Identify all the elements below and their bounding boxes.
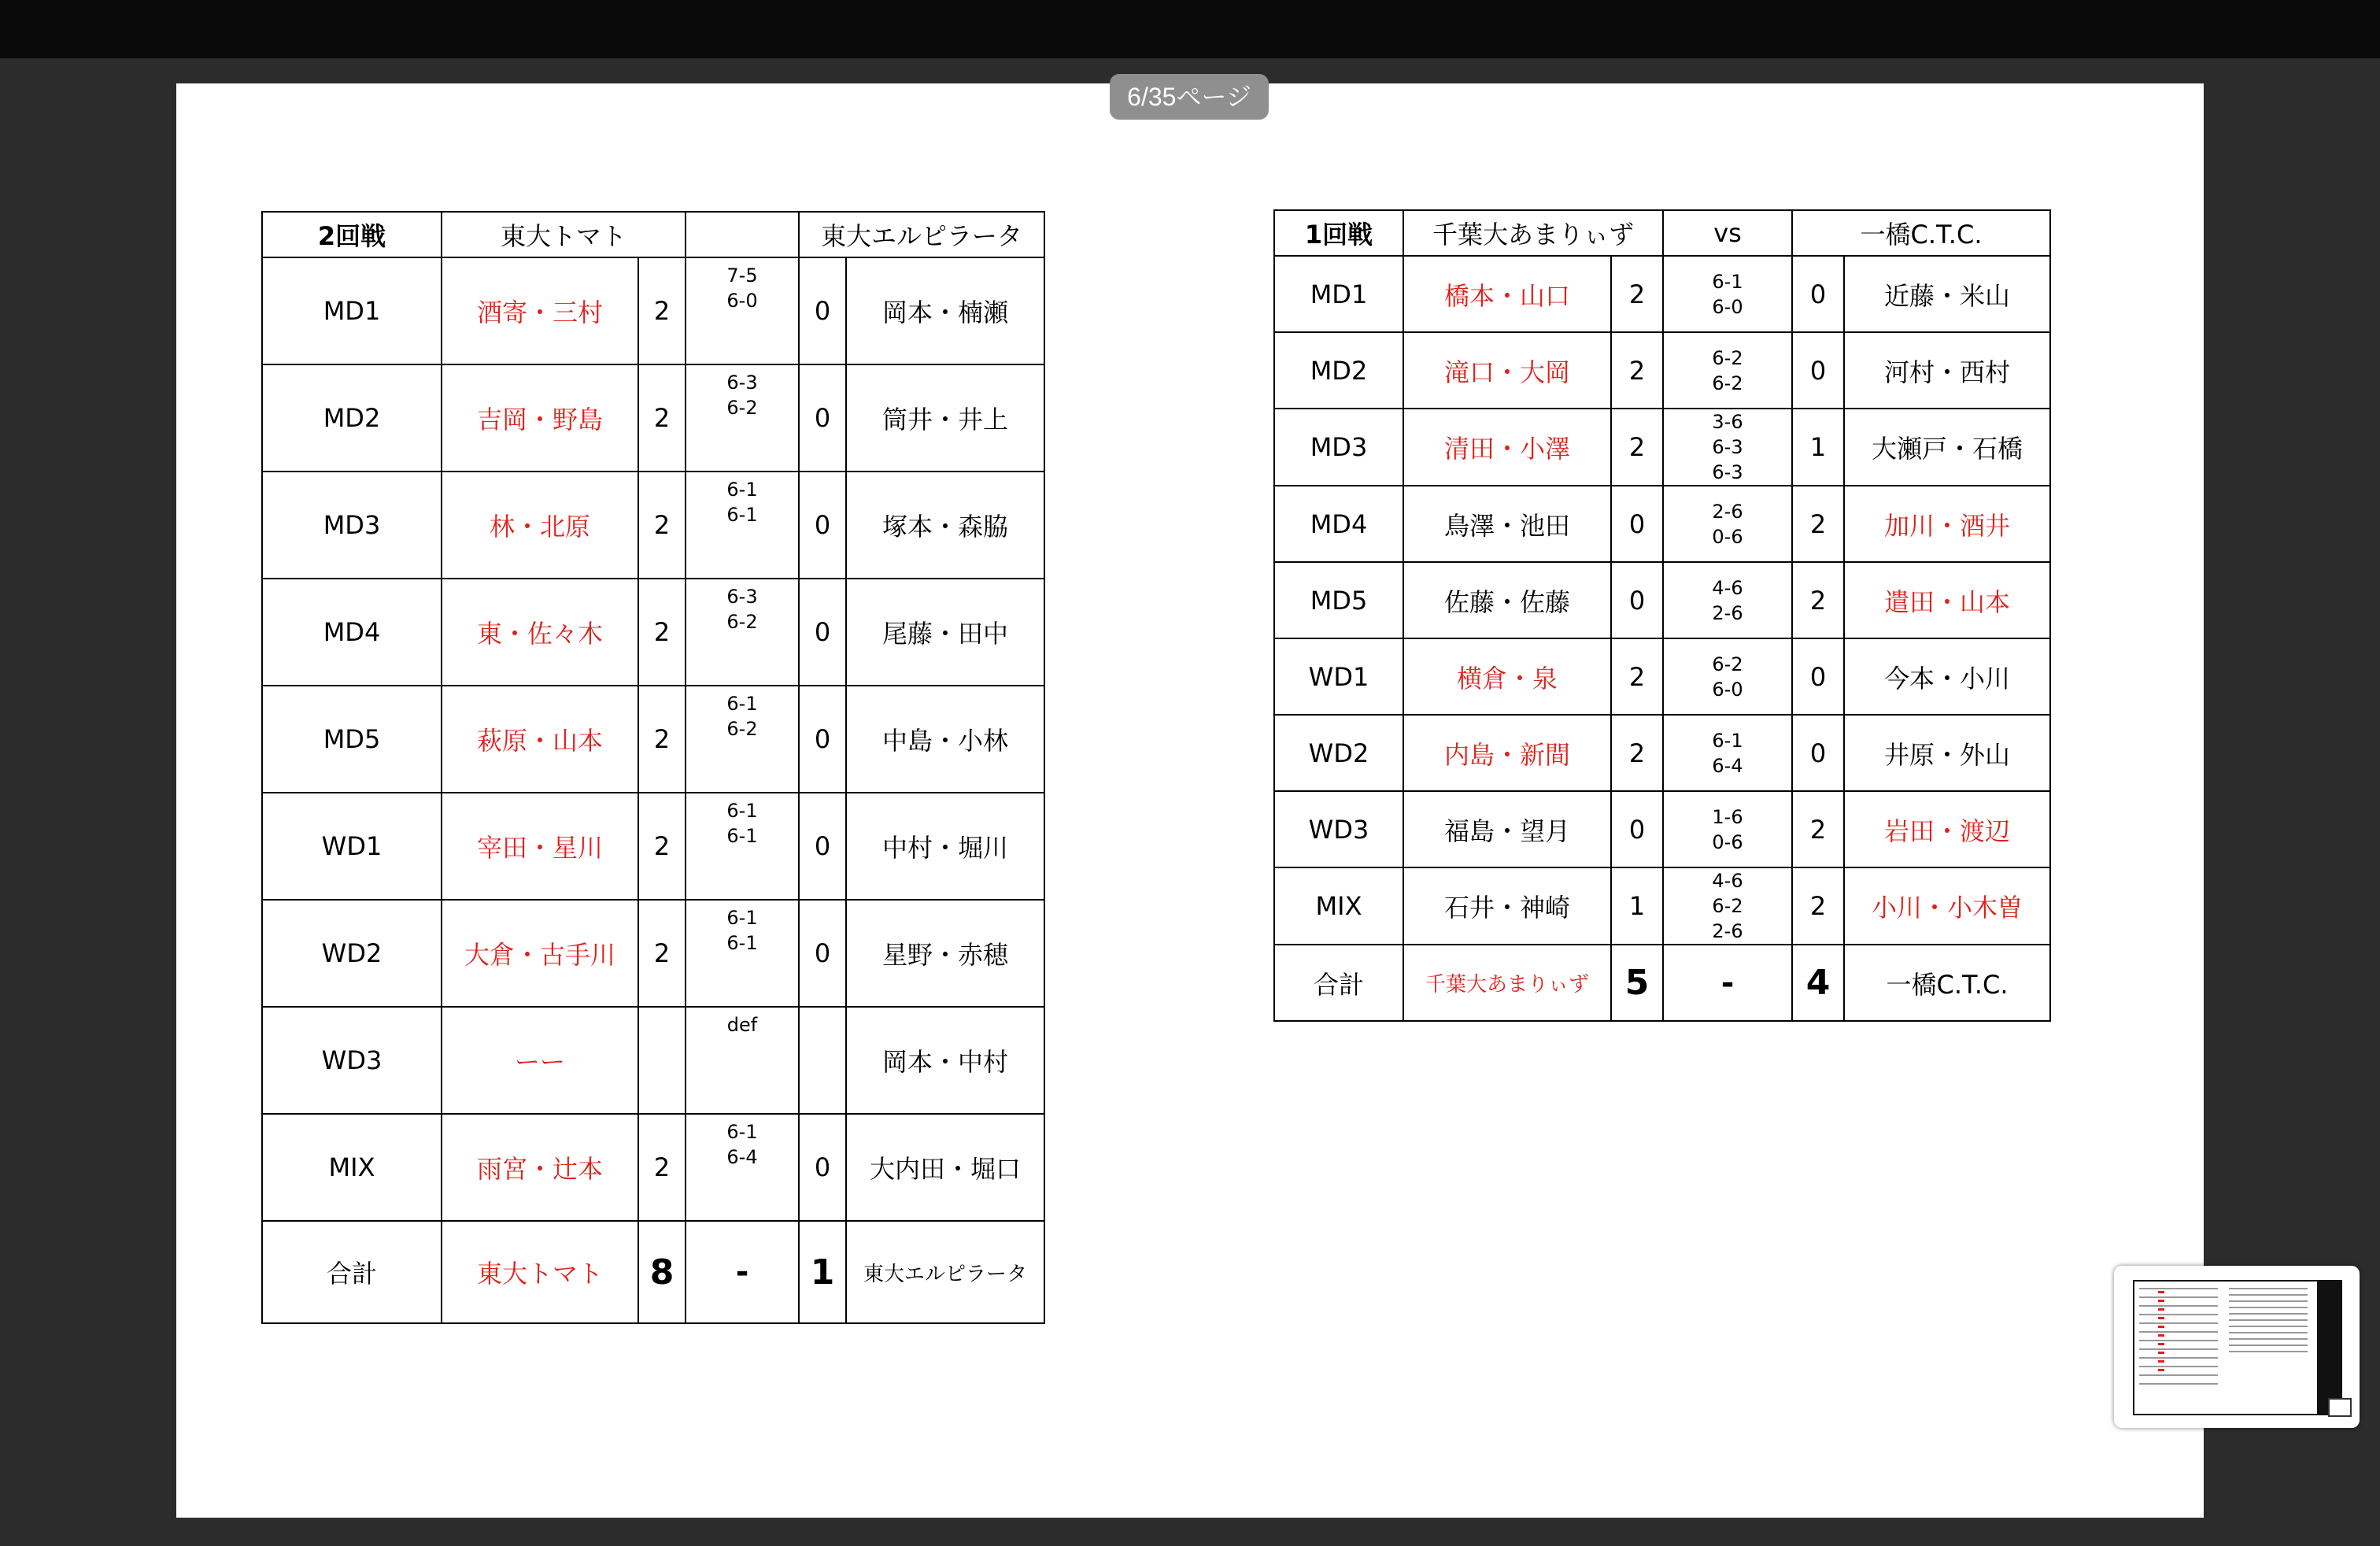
match-table-round2 [261,211,1045,1324]
thumbnail-red-mark [2158,1360,2164,1363]
total-score-b: 1 [799,1221,846,1323]
set-score: 6-1 [726,479,758,501]
category-cell: WD3 [262,1007,442,1114]
team-b-pair: 尾藤・田中 [846,579,1044,686]
set-scores-cell [1663,638,1792,715]
set-scores-cell [686,686,799,793]
team-a-games: 2 [1611,638,1663,715]
thumbnail-line [2229,1344,2308,1346]
team-a-pair: 内島・新間 [1403,715,1611,791]
team-b-games: 0 [799,1114,846,1221]
thumbnail-line [2139,1340,2218,1341]
table-row [1274,638,2050,715]
team-b-games: 0 [1792,256,1844,332]
table-row [262,900,1044,1007]
team-a-pair: 石井・神崎 [1403,867,1611,945]
table-row [262,1114,1044,1221]
table-row [262,686,1044,793]
team-a-games: 2 [1611,332,1663,409]
team-b-pair: 岩田・渡辺 [1844,791,2050,867]
team-b-pair: 河村・西村 [1844,332,2050,409]
table-row [262,793,1044,900]
thumbnail-line [2229,1351,2308,1352]
team-a-games: 0 [1611,791,1663,867]
team-a-games: 2 [638,900,686,1007]
set-score: 0-6 [1712,830,1743,853]
page-thumbnail-navigator[interactable] [2114,1266,2360,1428]
set-score: 4-6 [1712,870,1743,892]
thumbnail-line [2139,1348,2218,1350]
team-a-games: 2 [638,793,686,900]
set-score: 7-5 [726,264,758,287]
set-score: 6-3 [1712,461,1743,483]
table-row [262,257,1044,364]
set-scores-cell [1663,332,1792,409]
set-score: 6-2 [726,718,758,740]
thumbnail-line [2139,1314,2218,1315]
table-row [262,1007,1044,1114]
team-a-header: 千葉大あまりぃず [1403,210,1663,256]
team-b-games: 0 [1792,715,1844,791]
set-scores-cell [686,1007,799,1114]
set-score: 6-1 [726,825,758,847]
table-row [1274,562,2050,638]
category-cell: MD2 [262,364,442,472]
total-row [262,1221,1044,1323]
team-a-pair: 清田・小澤 [1403,409,1611,486]
team-b-games: 0 [799,686,846,793]
thumbnail-line [2139,1331,2218,1333]
set-scores-cell [686,579,799,686]
set-scores-cell [686,900,799,1007]
set-score: 6-1 [1712,729,1743,752]
set-score: 6-4 [726,1146,758,1168]
team-a-games: 0 [1611,562,1663,638]
team-b-games: 0 [1792,638,1844,715]
thumbnail-line [2139,1383,2218,1385]
team-a-pair: 福島・望月 [1403,791,1611,867]
team-a-games: 1 [1611,867,1663,945]
thumbnail-viewport-handle[interactable] [2328,1398,2352,1417]
team-b-pair: 筒井・井上 [846,364,1044,472]
team-a-games: 2 [638,1114,686,1221]
set-score: 6-2 [726,397,758,419]
thumbnail-preview [2133,1280,2342,1415]
thumbnail-line [2139,1296,2218,1298]
team-b-pair: 遣田・山本 [1844,562,2050,638]
team-a-games: 2 [1611,409,1663,486]
category-cell: MD1 [1274,256,1403,332]
thumbnail-line [2139,1374,2218,1376]
set-scores-cell [1663,409,1792,486]
set-score: 6-1 [726,693,758,715]
table-row [262,579,1044,686]
category-cell: MIX [262,1114,442,1221]
team-b-pair: 中村・堀川 [846,793,1044,900]
category-cell: WD1 [262,793,442,900]
set-score: 6-2 [1712,346,1743,369]
team-b-pair: 井原・外山 [1844,715,2050,791]
set-score: 1-6 [1712,805,1743,828]
team-b-pair: 小川・小木曽 [1844,867,2050,945]
team-a-pair: 滝口・大岡 [1403,332,1611,409]
team-a-pair: 吉岡・野島 [442,364,638,472]
vs-header [686,212,799,257]
team-b-games: 1 [1792,409,1844,486]
team-b-games: 0 [799,257,846,364]
set-scores-cell [1663,867,1792,945]
category-cell: MD1 [262,257,442,364]
set-score: 4-6 [1712,576,1743,599]
total-score-a: 5 [1611,945,1663,1021]
table-row [1274,867,2050,945]
team-a-pair: 横倉・泉 [1403,638,1611,715]
total-team-b: 東大エルピラータ [846,1221,1044,1323]
team-a-pair: 大倉・古手川 [442,900,638,1007]
set-score: 6-1 [726,1121,758,1143]
team-b-games: 0 [799,793,846,900]
set-score: 6-3 [1712,436,1743,458]
thumbnail-line [2229,1288,2308,1289]
team-a-pair: 佐藤・佐藤 [1403,562,1611,638]
thumbnail-red-mark [2158,1343,2164,1345]
total-label: 合計 [1274,945,1403,1021]
set-scores-cell [1663,486,1792,562]
set-scores-cell [1663,715,1792,791]
team-a-pair: 宰田・星川 [442,793,638,900]
set-scores-cell [1663,256,1792,332]
thumbnail-line [2229,1319,2308,1321]
set-score: 0-6 [1712,525,1743,548]
total-dash: - [686,1221,799,1323]
match-table-round1 [1273,209,2051,1022]
team-b-pair: 加川・酒井 [1844,486,2050,562]
category-cell: WD2 [262,900,442,1007]
thumbnail-line [2229,1338,2308,1340]
total-team-b: 一橋C.T.C. [1844,945,2050,1021]
thumbnail-red-mark [2158,1291,2164,1293]
thumbnail-line [2139,1357,2218,1359]
thumbnail-line [2229,1332,2308,1333]
set-score: 6-4 [1712,754,1743,777]
set-score: 2-6 [1712,601,1743,624]
team-b-games: 0 [799,472,846,579]
team-a-pair: ーー [442,1007,638,1114]
set-score: def [726,1014,758,1036]
category-cell: MD3 [1274,409,1403,486]
team-b-games: 2 [1792,791,1844,867]
total-row [1274,945,2050,1021]
category-cell: MD5 [262,686,442,793]
table-row [1274,332,2050,409]
table-row [1274,486,2050,562]
team-b-games: 0 [799,364,846,472]
set-score: 6-1 [726,907,758,929]
team-b-pair: 今本・小川 [1844,638,2050,715]
team-a-pair: 鳥澤・池田 [1403,486,1611,562]
total-label: 合計 [262,1221,442,1323]
set-scores-cell [1663,791,1792,867]
team-b-pair: 近藤・米山 [1844,256,2050,332]
viewer-top-bar [0,0,2380,58]
team-a-pair: 東・佐々木 [442,579,638,686]
team-b-pair: 星野・赤穂 [846,900,1044,1007]
table-row [1274,409,2050,486]
team-a-games: 2 [1611,715,1663,791]
set-score: 6-2 [1712,372,1743,394]
table-header-row [1274,210,2050,256]
thumbnail-red-mark [2158,1326,2164,1328]
team-a-games: 2 [638,686,686,793]
thumbnail-line [2229,1294,2308,1296]
table-row [1274,715,2050,791]
category-cell: WD1 [1274,638,1403,715]
team-b-games: 0 [799,579,846,686]
table-row [262,472,1044,579]
page-indicator: 6/35ページ [1110,74,1269,120]
set-score: 6-1 [726,932,758,954]
thumbnail-line [2229,1313,2308,1315]
team-a-games: 2 [1611,256,1663,332]
thumbnail-red-mark [2158,1300,2164,1302]
set-scores-cell [686,472,799,579]
category-cell: MD4 [1274,486,1403,562]
team-a-games: 2 [638,579,686,686]
vs-header: vs [1663,210,1792,256]
thumbnail-line [2229,1326,2308,1327]
set-scores-cell [686,257,799,364]
team-a-header: 東大トマト [442,212,686,257]
team-a-pair: 雨宮・辻本 [442,1114,638,1221]
set-score: 6-3 [726,372,758,394]
team-a-games [638,1007,686,1114]
set-score: 2-6 [1712,920,1743,942]
team-b-games: 0 [1792,332,1844,409]
team-b-pair: 大瀬戸・石橋 [1844,409,2050,486]
team-a-games: 2 [638,472,686,579]
set-scores-cell [686,1114,799,1221]
set-score: 6-3 [726,586,758,608]
thumbnail-red-mark [2158,1317,2164,1319]
thumbnail-red-mark [2158,1334,2164,1337]
table-header-row [262,212,1044,257]
thumbnail-red-mark [2158,1369,2164,1371]
set-scores-cell [1663,562,1792,638]
team-b-games: 2 [1792,562,1844,638]
set-score: 6-2 [726,611,758,633]
table-row [1274,791,2050,867]
set-score: 6-0 [726,290,758,312]
team-b-games: 2 [1792,486,1844,562]
category-cell: MD3 [262,472,442,579]
team-b-pair: 中島・小林 [846,686,1044,793]
total-dash: - [1663,945,1792,1021]
category-cell: WD2 [1274,715,1403,791]
thumbnail-line [2139,1305,2218,1307]
thumbnail-red-mark [2158,1352,2164,1354]
round-label: 2回戦 [262,212,442,257]
set-score: 6-0 [1712,295,1743,318]
thumbnail-line [2229,1300,2308,1302]
thumbnail-line [2139,1366,2218,1367]
thumbnail-line [2139,1322,2218,1324]
team-a-games: 0 [1611,486,1663,562]
category-cell: MD2 [1274,332,1403,409]
team-b-games: 2 [1792,867,1844,945]
set-scores-cell [686,364,799,472]
table-row [262,364,1044,472]
team-a-pair: 萩原・山本 [442,686,638,793]
thumbnail-red-mark [2158,1308,2164,1311]
set-scores-cell [686,793,799,900]
team-a-pair: 酒寄・三村 [442,257,638,364]
set-score: 3-6 [1712,411,1743,433]
set-score: 2-6 [1712,500,1743,523]
category-cell: MD4 [262,579,442,686]
total-team-a: 千葉大あまりぃず [1403,945,1611,1021]
set-score: 6-0 [1712,678,1743,701]
thumbnail-line [2139,1288,2218,1289]
set-score: 6-1 [726,504,758,526]
team-b-pair: 塚本・森脇 [846,472,1044,579]
team-b-games [799,1007,846,1114]
team-a-pair: 橋本・山口 [1403,256,1611,332]
round-label: 1回戦 [1274,210,1403,256]
category-cell: MD5 [1274,562,1403,638]
set-score: 6-2 [1712,895,1743,917]
thumbnail-dark-edge [2317,1282,2341,1414]
set-score: 6-1 [726,800,758,822]
thumbnail-line [2229,1307,2308,1308]
total-score-b: 4 [1792,945,1844,1021]
set-score: 6-1 [1712,270,1743,293]
total-team-a: 東大トマト [442,1221,638,1323]
total-score-a: 8 [638,1221,686,1323]
team-b-pair: 岡本・楠瀬 [846,257,1044,364]
team-a-pair: 林・北原 [442,472,638,579]
table-row [1274,256,2050,332]
team-b-pair: 岡本・中村 [846,1007,1044,1114]
team-b-pair: 大内田・堀口 [846,1114,1044,1221]
category-cell: WD3 [1274,791,1403,867]
set-score: 6-2 [1712,653,1743,675]
team-b-header: 東大エルピラータ [799,212,1044,257]
category-cell: MIX [1274,867,1403,945]
team-a-games: 2 [638,257,686,364]
team-a-games: 2 [638,364,686,472]
team-b-games: 0 [799,900,846,1007]
team-b-header: 一橋C.T.C. [1792,210,2050,256]
